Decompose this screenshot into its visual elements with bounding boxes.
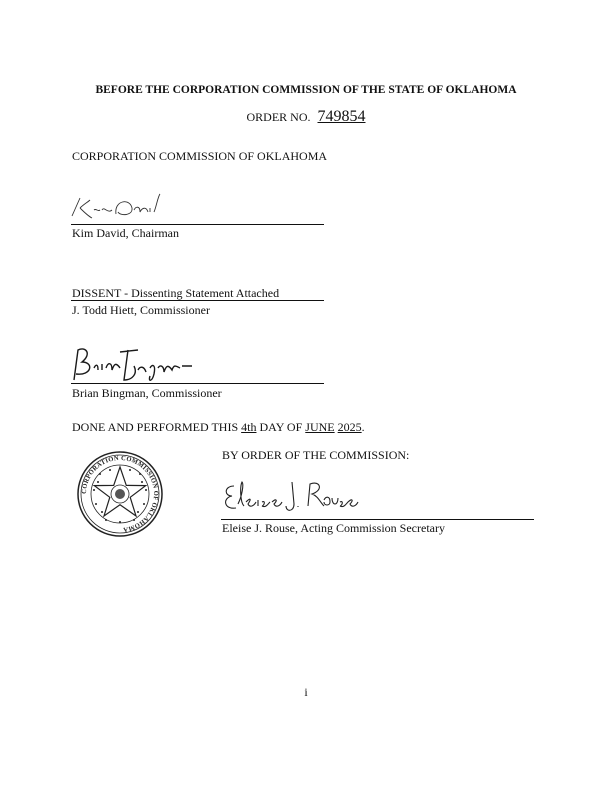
order-number-line [0,108,612,126]
signature-line-bingman [71,383,324,384]
document-title: BEFORE THE CORPORATION COMMISSION OF THE STATE OF OKLAHOMA [95,84,517,96]
done-month: JUNE [305,420,335,434]
done-suffix: . [361,420,365,434]
done-prefix: DONE AND PERFORMED THIS [72,420,239,434]
order-label: ORDER NO. [246,110,311,124]
order-number: 749854 [317,108,366,125]
signature-line-secretary [221,519,534,520]
signature-line-hiett [71,300,324,301]
secretary-signature [220,476,360,516]
done-mid: DAY OF [259,420,303,434]
brian-bingman-signature [68,344,198,384]
commission-name: CORPORATION COMMISSION OF OKLAHOMA [72,149,328,163]
commission-seal [76,450,164,538]
by-order-text: BY ORDER OF THE COMMISSION: [222,448,410,462]
hiett-name: J. Todd Hiett, Commissioner [72,303,210,317]
chairman-name: Kim David, Chairman [72,226,179,240]
bingman-name: Brian Bingman, Commissioner [72,386,222,400]
secretary-name: Eleise J. Rouse, Acting Commission Secretary [222,521,445,535]
done-year: 2025 [337,420,362,434]
done-day: 4th [241,420,257,434]
page-number: i [304,685,308,699]
kim-david-signature [70,192,170,222]
done-performed-line [72,420,365,435]
dissent-statement: DISSENT - Dissenting Statement Attached [72,286,280,300]
signature-line-chairman [71,224,324,225]
seal-text: CORPORATION COMMISSION OF OKLAHOMA [80,454,160,533]
